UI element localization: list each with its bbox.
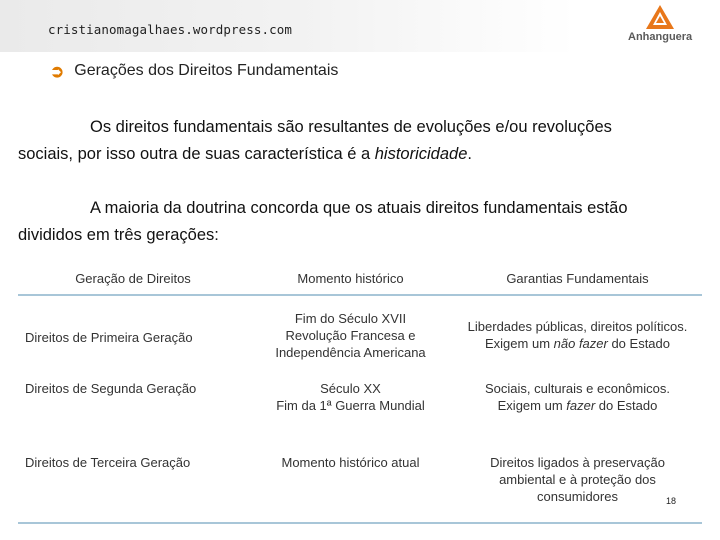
- moment-line: Revolução Francesa e: [285, 327, 416, 343]
- generation-cell: [18, 374, 248, 448]
- guarantee-cell: [453, 374, 702, 448]
- guarantee-line: ambiental e à proteção dos: [499, 472, 656, 487]
- moment-line: Século XX: [320, 381, 381, 396]
- guarantee-line: Direitos ligados à preservação: [490, 455, 665, 470]
- table-header-row: [18, 262, 702, 295]
- guarantee-pre: Exigem um: [485, 336, 554, 351]
- paragraph2-line1: A maioria da doutrina concorda que os atuais direitos fundamentais estão: [90, 199, 628, 217]
- guarantee-post: do Estado: [607, 336, 670, 351]
- historicidade-emphasis: historicidade: [374, 145, 468, 163]
- guarantee-post: do Estado: [595, 398, 658, 413]
- table-row: [18, 374, 702, 448]
- page-number: 18: [666, 496, 677, 506]
- guarantee-emphasis: não fazer: [553, 336, 608, 351]
- generation-cell: [18, 448, 248, 523]
- paragraph-generations: [18, 195, 698, 249]
- guarantee-line-2: [457, 397, 698, 414]
- generation-label: Direitos de Segunda Geração: [25, 381, 197, 396]
- generation-cell: [18, 295, 248, 374]
- generation-label: Direitos de Terceira Geração: [25, 455, 191, 470]
- section-title-text: Gerações dos Direitos Fundamentais: [74, 62, 339, 79]
- guarantee-line: consumidores: [537, 489, 618, 504]
- header-generation: Geração de Direitos: [75, 270, 191, 286]
- logo-icon: [645, 4, 675, 30]
- guarantee-emphasis: fazer: [566, 398, 596, 413]
- site-url: cristianomagalhaes.wordpress.com: [48, 22, 293, 37]
- logo-text: Anhanguera: [628, 31, 693, 43]
- paragraph1-line2-end: .: [467, 145, 472, 163]
- header-moment: Momento histórico: [297, 270, 404, 286]
- header-guarantees: Garantias Fundamentais: [506, 270, 649, 286]
- paragraph1-line2-start: sociais, por isso outra de suas característica é a: [18, 145, 375, 163]
- moment-cell: [248, 295, 453, 374]
- moment-cell: [248, 374, 453, 448]
- section-title: [50, 62, 338, 80]
- guarantee-pre: Exigem um: [497, 398, 567, 413]
- moment-line: Fim do Século XVII: [294, 310, 407, 326]
- generation-label: Direitos de Primeira Geração: [25, 329, 193, 345]
- moment-line: Momento histórico atual: [281, 455, 420, 470]
- guarantee-line: Liberdades públicas, direitos políticos.: [467, 319, 688, 334]
- paragraph2-line2: divididos em três gerações:: [18, 226, 219, 244]
- table-row: [18, 295, 702, 374]
- paragraph-historicity: [18, 114, 698, 168]
- guarantee-line: Sociais, culturais e econômicos.: [485, 381, 670, 396]
- moment-cell: [248, 448, 453, 523]
- paragraph1-line1: Os direitos fundamentais são resultantes de evoluções e/ou revoluções: [90, 118, 612, 136]
- guarantee-cell: [453, 295, 702, 374]
- moment-line: Independência Americana: [275, 344, 426, 360]
- guarantee-line-2: [457, 335, 698, 352]
- anhanguera-logo: [628, 4, 692, 48]
- guarantee-cell: [453, 448, 702, 523]
- arrow-right-icon: ➲: [50, 61, 65, 81]
- table-row: [18, 448, 702, 523]
- moment-line: Fim da 1ª Guerra Mundial: [276, 398, 425, 413]
- generations-table: [18, 262, 702, 524]
